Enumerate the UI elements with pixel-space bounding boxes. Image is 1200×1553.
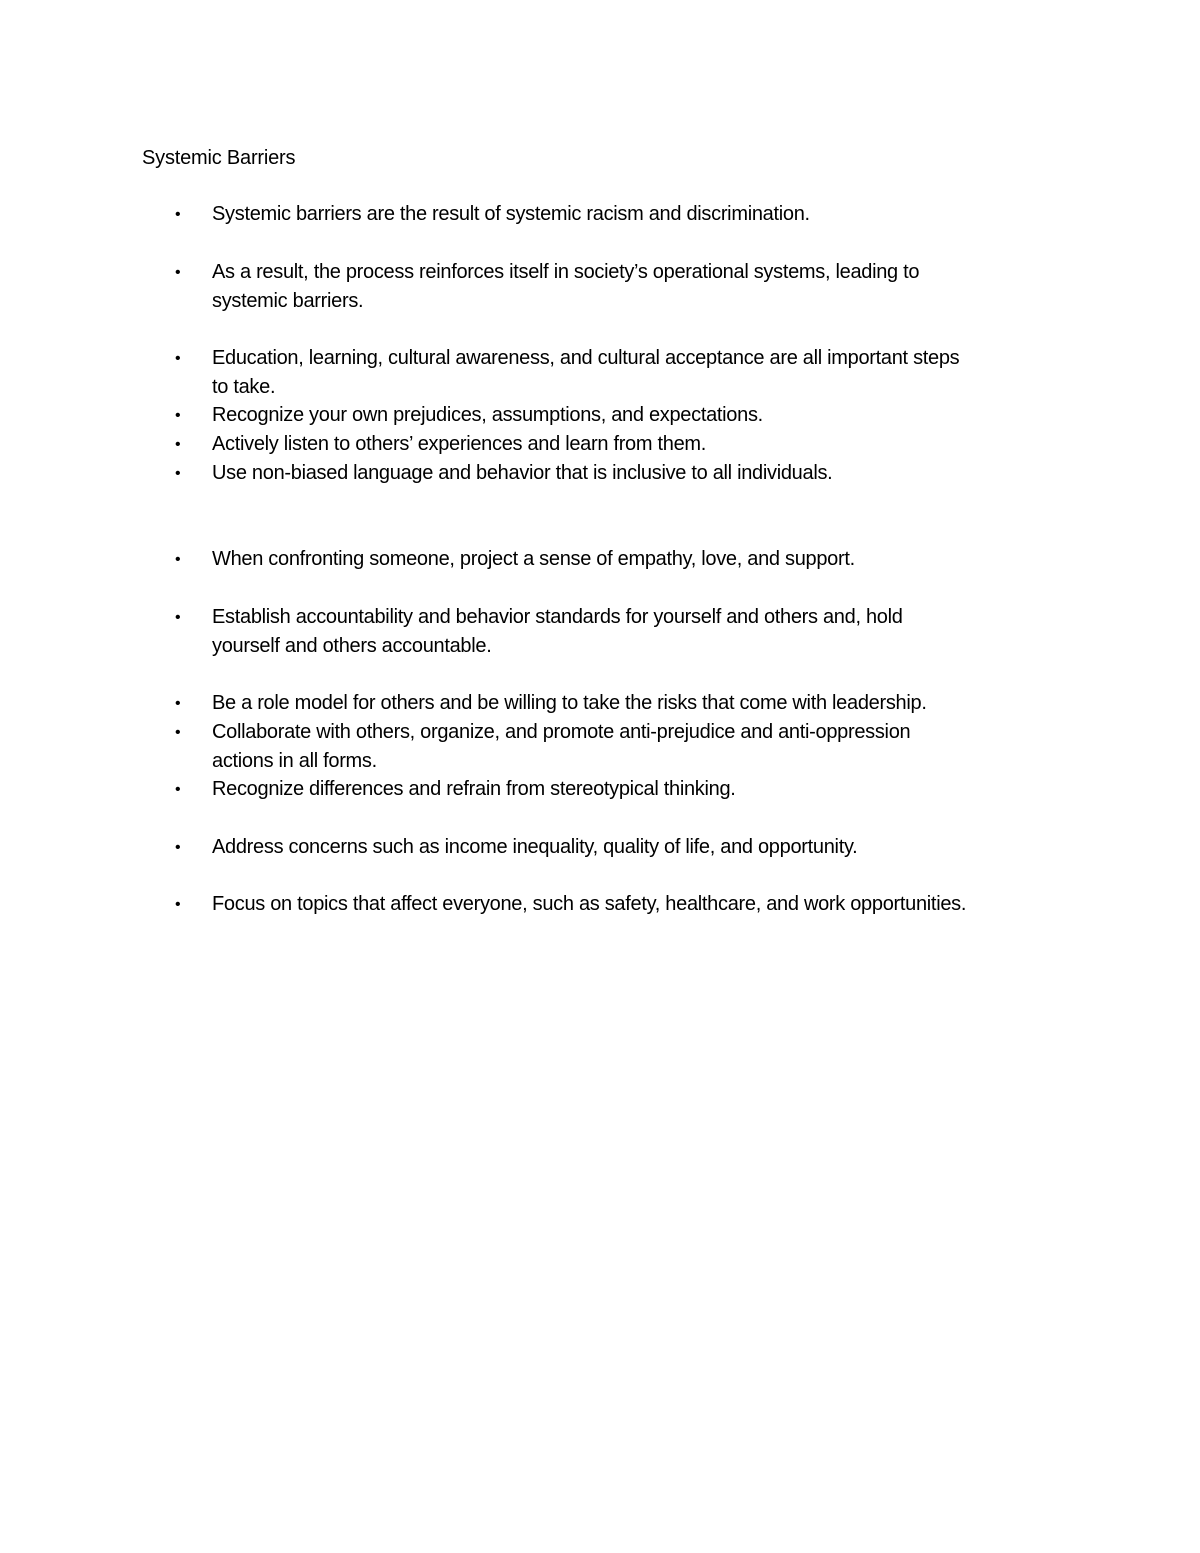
list-item (175, 258, 1072, 316)
list-item (175, 430, 1072, 459)
bullet-icon: • (175, 465, 181, 482)
list-item-text: Address concerns such as income inequality, quality of life, and opportunity. (212, 836, 858, 858)
list-item-text: Education, learning, cultural awareness, and cultural acceptance are all important steps (212, 347, 960, 369)
list-item-text: Collaborate with others, organize, and promote anti-prejudice and anti-oppression (212, 721, 911, 743)
bullet-icon: • (175, 839, 181, 856)
list-item-text: Actively listen to others’ experiences and learn from them. (212, 433, 707, 455)
bullet-icon: • (175, 724, 181, 741)
bullet-icon: • (175, 407, 181, 424)
list-item-text: When confronting someone, project a sense of empathy, love, and support. (212, 548, 855, 570)
list-item (175, 200, 1072, 229)
list-item-text: Recognize differences and refrain from stereotypical thinking. (212, 778, 736, 800)
list-item (175, 344, 1072, 402)
list-item (175, 689, 1072, 718)
bullet-icon: • (175, 896, 181, 913)
list-item-text: actions in all forms. (212, 750, 377, 772)
document-title: Systemic Barriers (142, 147, 296, 169)
bullet-icon: • (175, 264, 181, 281)
bullet-icon: • (175, 609, 181, 626)
list-item-text: Use non-biased language and behavior that is inclusive to all individuals. (212, 462, 833, 484)
list-item (175, 890, 1072, 919)
list-item (175, 833, 1072, 862)
list-item (175, 718, 1072, 776)
bullet-icon: • (175, 206, 181, 223)
bullet-icon: • (175, 436, 181, 453)
list-item (175, 775, 1072, 804)
list-item-text: Establish accountability and behavior standards for yourself and others and, hold (212, 606, 903, 628)
bullet-icon: • (175, 350, 181, 367)
list-item (175, 401, 1072, 430)
list-item-text: systemic barriers. (212, 290, 364, 312)
bullet-icon: • (175, 695, 181, 712)
list-item-text: Recognize your own prejudices, assumptions, and expectations. (212, 404, 763, 426)
bullet-icon: • (175, 551, 181, 568)
list-item-text: Focus on topics that affect everyone, such as safety, healthcare, and work opportunities. (212, 893, 967, 915)
list-item-text: yourself and others accountable. (212, 635, 492, 657)
bullet-icon: • (175, 781, 181, 798)
list-item-text: As a result, the process reinforces itself in society’s operational systems, leading to (212, 261, 920, 283)
list-item-text: Be a role model for others and be willing to take the risks that come with leadership. (212, 692, 927, 714)
list-item-text: Systemic barriers are the result of systemic racism and discrimination. (212, 203, 810, 225)
list-item (175, 459, 1072, 488)
list-item-text: to take. (212, 376, 276, 398)
list-item (175, 545, 1072, 574)
list-item (175, 603, 1072, 661)
